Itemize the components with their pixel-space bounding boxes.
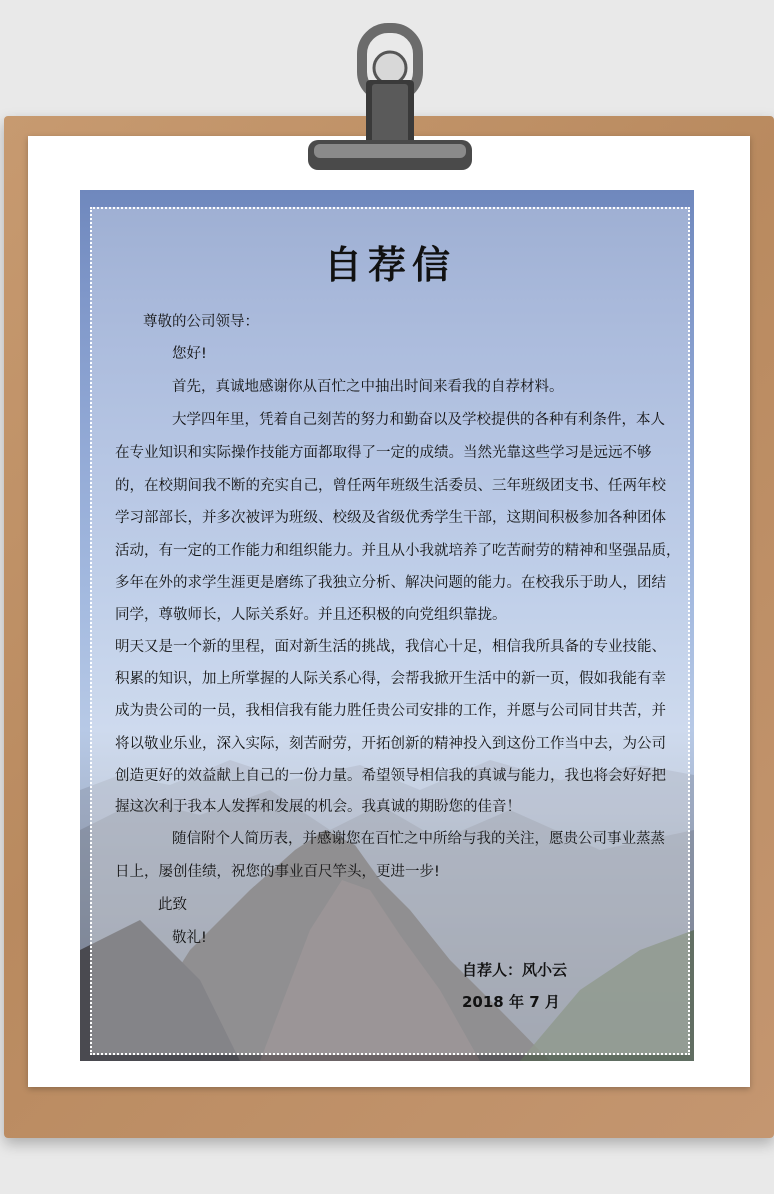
body-line: 随信附个人简历表，并感谢您在百忙之中所给与我的关注，愿贵公司事业蒸蒸 xyxy=(172,831,665,847)
body-line: 明天又是一个新的里程，面对新生活的挑战，我信心十足，相信我所具备的专业技能、 xyxy=(115,639,666,655)
body-line: 大学四年里，凭着自己刻苦的努力和勤奋以及学校提供的各种有利条件，本人 xyxy=(172,412,665,428)
body-line: 创造更好的效益献上自己的一份力量。希望领导相信我的真诚与能力，我也将会好好把 xyxy=(115,768,666,784)
closing-line: 此致 xyxy=(158,897,187,913)
closing-line: 敬礼! xyxy=(172,930,207,946)
salutation: 尊敬的公司领导： xyxy=(143,314,259,330)
signature: 自荐人：风小云 xyxy=(462,961,568,979)
body-line: 活动，有一定的工作能力和组织能力。并且从小我就培养了吃苦耐劳的精神和坚强品质， xyxy=(115,543,681,559)
letter-date: 2018 年 7 月 xyxy=(462,993,560,1011)
body-line: 积累的知识，加上所掌握的人际关系心得，会帮我掀开生活中的新一页，假如我能有幸 xyxy=(115,671,666,687)
body-line: 学习部部长，并多次被评为班级、校级及省级优秀学生干部，这期间积极参加各种团体 xyxy=(115,510,666,526)
body-line: 的，在校期间我不断的充实自己，曾任两年班级生活委员、三年班级团支书、任两年校 xyxy=(115,478,666,494)
body-line: 同学，尊敬师长，人际关系好。并且还积极的向党组织靠拢。 xyxy=(115,607,507,623)
letter-title: 自荐信 xyxy=(323,242,456,287)
binder-clip-icon xyxy=(300,20,480,180)
body-line: 多年在外的求学生涯更是磨练了我独立分析、解决问题的能力。在校我乐于助人，团结 xyxy=(115,575,666,591)
body-line: 握这次利于我本人发挥和发展的机会。我真诚的期盼您的佳音！ xyxy=(115,799,521,815)
greeting: 您好! xyxy=(172,346,207,362)
body-line: 将以敬业乐业，深入实际，刻苦耐劳，开拓创新的精神投入到这份工作当中去，为公司 xyxy=(115,736,666,752)
body-line: 日上，屡创佳绩，祝您的事业百尺竿头，更进一步! xyxy=(115,864,440,880)
body-line: 在专业知识和实际操作技能方面都取得了一定的成绩。当然光靠这些学习是远远不够 xyxy=(115,445,652,461)
body-line: 成为贵公司的一员，我相信我有能力胜任贵公司安排的工作，并愿与公司同甘共苦，并 xyxy=(115,703,666,719)
body-line: 首先，真诚地感谢你从百忙之中抽出时间来看我的自荐材料。 xyxy=(172,379,564,395)
